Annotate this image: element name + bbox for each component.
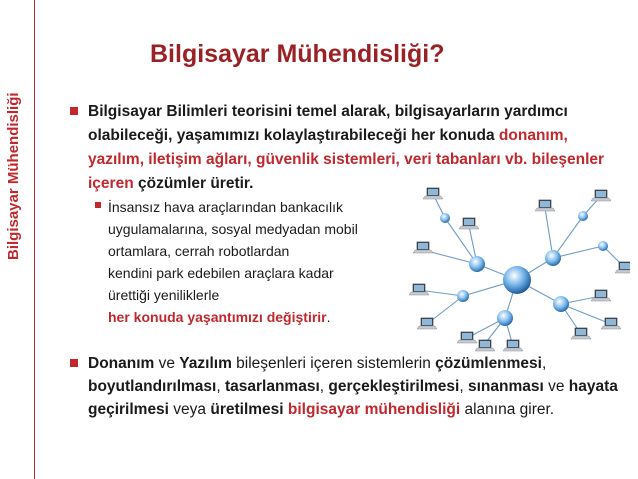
sub-line-5: ürettiği yeniliklerle [108, 287, 220, 303]
b2-bold-7: sınanması [467, 378, 544, 395]
b2-text-10: alanına girer. [460, 401, 555, 418]
b2-text-4: , [216, 378, 225, 395]
b2-text-7: ve [543, 378, 569, 395]
bullet-paragraph-2 [88, 352, 623, 421]
b2-highlight: bilgisayar mühendisliği [287, 401, 461, 418]
b2-bold-6: gerçekleştirilmesi [328, 378, 460, 395]
bullet-square-icon-2 [70, 359, 78, 367]
sub-bullet-paragraph [108, 196, 408, 328]
sub-bullet-square-icon [95, 202, 101, 208]
sub-line-1: İnsansız hava araçlarından bankacılık [108, 199, 344, 215]
b2-text-2: bileşenleri içeren sistemlerin [231, 355, 436, 372]
sub-line-4: kendini park edebilen araçlara kadar [108, 265, 334, 281]
b2-bold-2: Yazılım [179, 355, 232, 372]
b2-text-1: ve [154, 355, 180, 372]
b2-bold-1: Donanım [88, 355, 155, 372]
slide-title: Bilgisayar Mühendisliği? [150, 40, 445, 68]
b2-bold-5: tasarlanması [224, 378, 320, 395]
vertical-section-title [5, 30, 31, 260]
bullet1-text-a: Bilgisayar Bilimleri teorisini temel alarak, bilgisayarların yardımcı olabileceği, yaşamımızı kolaylaştırabileceği her konuda [88, 103, 568, 144]
bullet-paragraph-1 [88, 100, 623, 196]
b2-text-8: veya [169, 401, 211, 418]
b2-bold-4: boyutlandırılması [88, 378, 217, 395]
sub-line-2: uygulamalarına, sosyal medyadan mobil [108, 221, 358, 237]
b2-text-6: , [459, 378, 468, 395]
b2-text-3: , [541, 355, 547, 372]
bullet1-highlight: donanım, yazılım, iletişim ağları, güvenlik sistemleri, veri tabanları vb. bileşenler içeren [88, 127, 605, 192]
bullet-square-icon [70, 107, 78, 115]
bullet1-text-b: çözümler üretir. [133, 175, 254, 192]
sub-line-6 [108, 306, 408, 328]
b2-bold-3: çözümlenmesi [435, 355, 542, 372]
sub-line-3: ortamlara, cerrah robotlardan [108, 243, 290, 259]
sub-emphasis: her konuda yaşantımızı değiştirir [108, 309, 327, 325]
b2-bold-9: üretilmesi [210, 401, 284, 418]
b2-text-5: , [319, 378, 329, 395]
vertical-title-text: Bilgisayar Mühendisliği [5, 92, 22, 260]
sub-end: . [326, 309, 331, 325]
b2-bold-8: hayata geçirilmesi [88, 378, 618, 418]
vertical-divider-line [34, 0, 35, 479]
computer-network-illustration [405, 186, 630, 354]
